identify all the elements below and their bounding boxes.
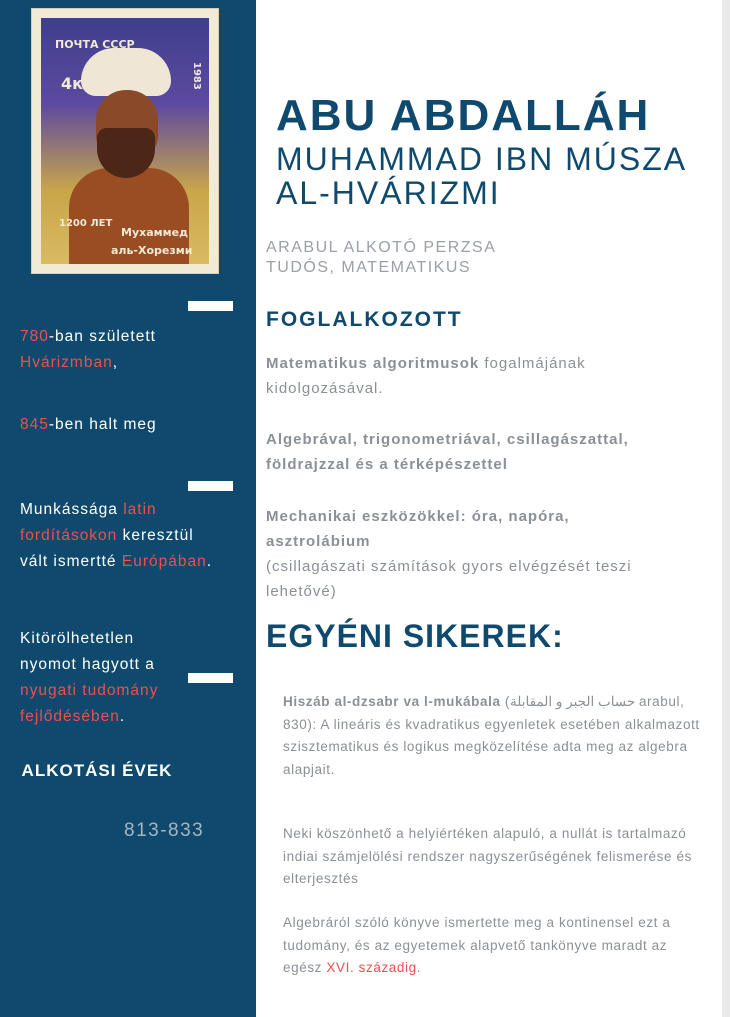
legacy-text: Kitörölhetetlen nyomot hagyott a [20, 630, 155, 673]
page-edge [722, 0, 730, 1017]
divider-bar [188, 301, 233, 311]
occupation-heading: FOGLALKOZOTT [266, 308, 463, 331]
death-info [20, 412, 220, 438]
occupation-bold: Matematikus algoritmusok [266, 355, 480, 372]
achievement-red: XVI. századig [326, 960, 417, 975]
page-title: ABU ABDALLÁH [276, 91, 651, 140]
legacy-period: . [119, 708, 126, 725]
sidebar [0, 0, 256, 1017]
years-heading: ALKOTÁSI ÉVEK [21, 761, 173, 780]
achievement-item [283, 823, 703, 891]
achievement-period: . [416, 960, 422, 975]
stamp-turban [81, 48, 171, 96]
page-title-rest: MUHAMMAD IBN MÚSZA AL-HVÁRIZMI [276, 141, 686, 211]
achievement-bold: Hiszáb al-dzsabr va l-mukábala [283, 694, 501, 709]
death-text: -ben halt meg [48, 416, 157, 433]
stamp-image [31, 8, 219, 274]
page-subtitle: ARABUL ALKOTÓ PERZSA TUDÓS, MATEMATIKUS [266, 239, 496, 276]
occupation-item [266, 427, 656, 477]
death-year: 845 [20, 416, 49, 433]
birth-place: Hvárizmban [20, 354, 113, 371]
occupation-text: fogalmájának kidolgozásával. [266, 355, 586, 397]
work-period: . [206, 553, 213, 570]
stamp-year: 1983 [191, 62, 202, 90]
work-mid: keresztül vált ismertté [20, 527, 194, 570]
occupation-bold: Algebrával, trigonometriával, csillagászattal, földrajzzal és a térképészettel [266, 431, 629, 473]
occupation-item [266, 504, 656, 604]
occupation-bold: Mechanikai eszközökkel: óra, napóra, asztrolábium [266, 508, 570, 550]
work-info [20, 497, 220, 575]
legacy-info [20, 626, 180, 730]
stamp-name-line1: Мухаммед [121, 226, 188, 239]
birth-year: 780 [20, 328, 49, 345]
achievement-item [283, 691, 703, 781]
achievement-text: Algebráról szóló könyve ismertette meg a kontinensel ezt a tudomány, és az egyetemek alapvető tankönyve maradt az egész [283, 915, 671, 975]
divider-bar [188, 481, 233, 491]
achievement-text: (حساب الجبر و المقابلة arabul, 830): A lineáris és kvadratikus egyenletek esetében alkalmazott szisztematikus és logikus megközelítése adta meg az algebra alapjait. [283, 694, 700, 777]
occupation-item [266, 351, 656, 401]
birth-info [20, 324, 220, 376]
years-value: 813-833 [124, 820, 205, 841]
achievements-heading: EGYÉNI SIKEREK: [266, 618, 564, 654]
work-intro: Munkássága [20, 501, 118, 518]
stamp-artwork [41, 18, 209, 264]
achievement-item [283, 912, 703, 980]
occupation-text: (csillagászati számítások gyors elvégzését teszi lehetővé) [266, 558, 632, 600]
birth-comma: , [112, 354, 119, 371]
divider-bar [188, 673, 233, 683]
work-place: Európában [121, 553, 207, 570]
stamp-anniversary: 1200 ЛЕТ [59, 218, 113, 229]
legacy-red: nyugati tudomány fejlődésében [20, 682, 159, 725]
achievement-text: Neki köszönhető a helyiértéken alapuló, a nullát is tartalmazó indiai számjelölési rendszer nagyszerűségének felismerése és elterjesztés [283, 826, 692, 886]
birth-text: -ban született [48, 328, 156, 345]
stamp-postal-label: ПОЧТА СССР [55, 38, 135, 51]
stamp-value: 4к [61, 74, 83, 93]
stamp-name-line2: аль-Хорезми [111, 244, 193, 257]
work-red: latin fordításokon [20, 501, 157, 544]
